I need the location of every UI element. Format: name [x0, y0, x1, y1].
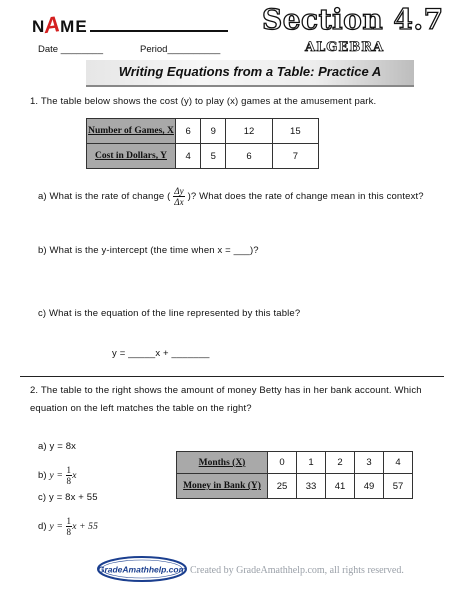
q2-option-c: c) y = 8x + 55	[38, 492, 98, 503]
section-divider	[20, 376, 444, 377]
option-d-lhs: y =	[49, 522, 66, 533]
fraction-denominator: 8	[66, 527, 72, 537]
q2-table-cell: 57	[384, 474, 413, 499]
fraction-numerator: Δy	[174, 186, 184, 196]
q2-table-cell: 3	[355, 452, 384, 474]
option-b-lhs: y =	[49, 471, 66, 482]
option-b-rhs: x	[72, 471, 77, 482]
q1-table-row-x	[87, 119, 319, 144]
q2-prompt-line1: 2. The table to the right shows the amount of money Betty has in her bank account. Which	[30, 385, 422, 396]
q2-table-row-x	[177, 452, 413, 474]
option-b-label: b)	[38, 470, 47, 482]
q2-table-cell: 33	[297, 474, 326, 499]
q1-text: The table below shows the cost (y) to play (x) games at the amusement park.	[40, 96, 377, 107]
q2-table	[176, 451, 413, 499]
q2-table-cell: 1	[297, 452, 326, 474]
option-d-label: d)	[38, 521, 47, 533]
site-logo-icon	[96, 554, 188, 584]
worksheet-title: Writing Equations from a Table: Practice A	[118, 64, 382, 79]
copyright-text: Created by GradeAmathhelp.com, all rights reserved.	[190, 565, 404, 576]
q1-number: 1.	[30, 96, 39, 107]
name-letter-n: N	[32, 17, 46, 36]
q1a-text-start: a) What is the rate of change (	[38, 191, 171, 203]
section-title: Section 4.7	[262, 3, 444, 36]
q2-table-cell: 25	[268, 474, 297, 499]
q2-table-cell: 4	[384, 452, 413, 474]
q2-table-cell: 41	[326, 474, 355, 499]
q2-table-row-y	[177, 474, 413, 499]
q2-table-header-y: Money in Bank (Y)	[177, 474, 268, 499]
equation-blank: y = _____x + _______	[112, 348, 210, 359]
q1a-text-end: )? What does the rate of change mean in this context?	[187, 191, 424, 203]
q2-option-b	[38, 465, 77, 486]
date-label: Date ________	[38, 44, 103, 55]
q1c-prompt: c) What is the equation of the line represented by this table?	[38, 308, 301, 319]
q1-table-cell: 15	[272, 119, 318, 144]
q2-table-cell: 49	[355, 474, 384, 499]
fraction-denominator: Δx	[174, 197, 184, 207]
name-line	[90, 30, 228, 32]
q2-option-a: a) y = 8x	[38, 441, 77, 452]
q1-table-cell: 12	[226, 119, 272, 144]
q1-table-header-y: Cost in Dollars, Y	[87, 144, 176, 169]
q1-table-cell: 6	[176, 119, 201, 144]
q2-prompt-line2: equation on the left matches the table on the right?	[30, 403, 252, 414]
q1-table-cell: 7	[272, 144, 318, 169]
logo-text: GradeAmathhelp.com	[97, 564, 187, 575]
q1-table-cell: 6	[226, 144, 272, 169]
q1-table-cell: 9	[201, 119, 226, 144]
rate-of-change-fraction	[173, 186, 185, 207]
q2-table-header-x: Months (X)	[177, 452, 268, 474]
name-label	[32, 12, 88, 38]
q2-option-d	[38, 516, 98, 537]
q1-prompt	[30, 96, 376, 107]
fraction-numerator: 1	[66, 465, 72, 475]
period-label: Period__________	[140, 44, 221, 55]
q1-table-cell: 4	[176, 144, 201, 169]
q1-table-header-x: Number of Games, X	[87, 119, 176, 144]
q1-table-row-y	[87, 144, 319, 169]
q2-table-cell: 0	[268, 452, 297, 474]
option-d-rhs: x + 55	[72, 522, 98, 533]
q2-table-cell: 2	[326, 452, 355, 474]
title-banner	[86, 60, 414, 87]
fraction-numerator: 1	[66, 516, 72, 526]
q1-table-cell: 5	[201, 144, 226, 169]
q1a-prompt	[38, 186, 424, 207]
fraction-denominator: 8	[66, 476, 72, 486]
q1b-prompt: b) What is the y-intercept (the time when x = ___)?	[38, 245, 259, 256]
q1-table	[86, 118, 319, 169]
section-subtitle: ALGEBRA	[305, 40, 385, 55]
name-letter-a: A	[42, 10, 63, 39]
name-letters-me: ME	[60, 17, 88, 36]
